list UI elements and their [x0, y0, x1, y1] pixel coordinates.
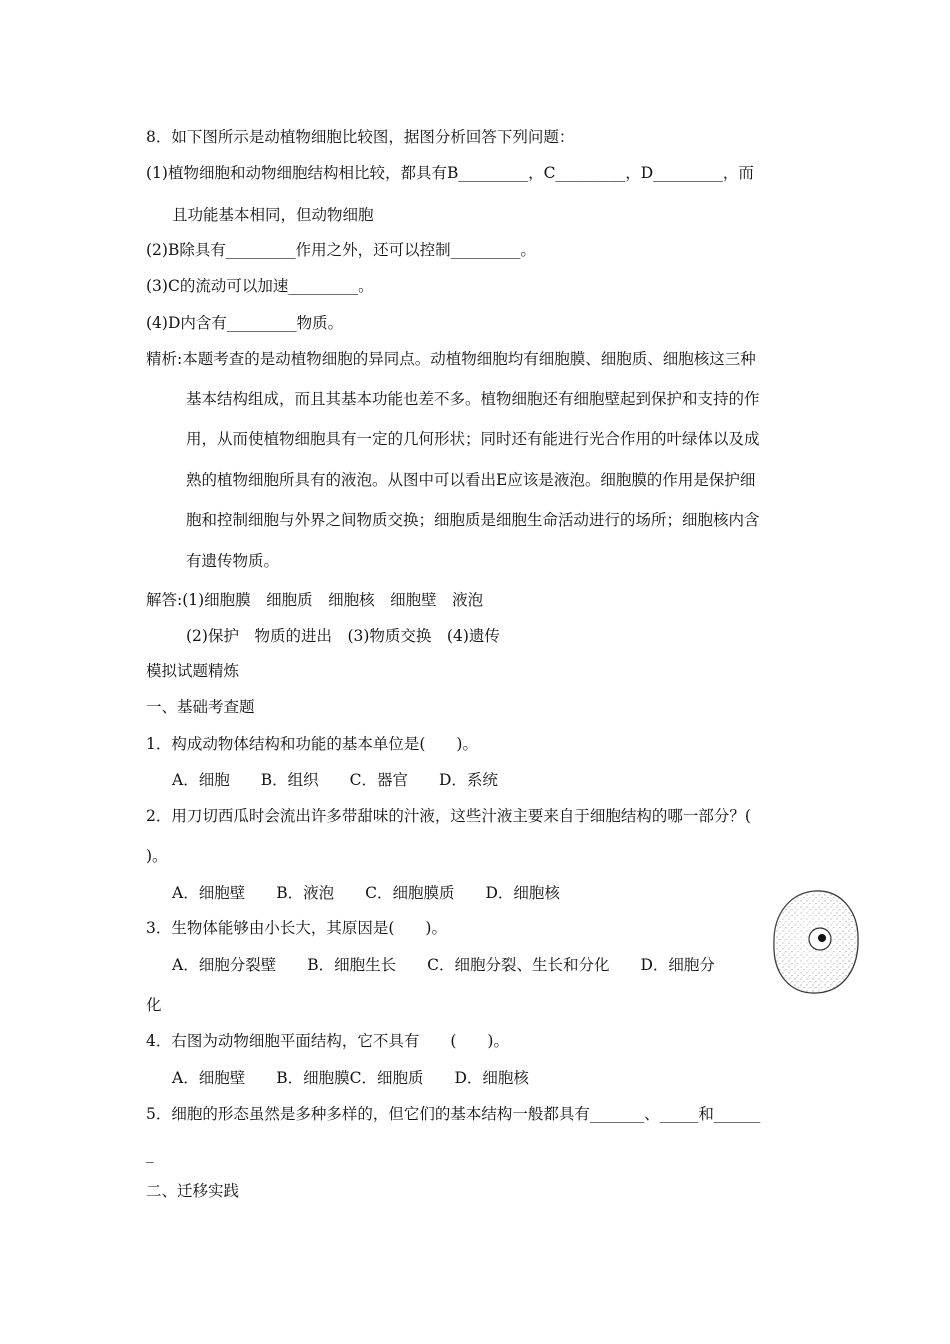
section-title: 模拟试题精炼	[146, 662, 240, 680]
analysis-line-6: 有遗传物质。	[186, 552, 280, 570]
analysis-line-2: 基本结构组成，而且其基本功能也差不多。植物细胞还有细胞壁起到保护和支持的作	[186, 390, 760, 408]
question-5-stem: 5．细胞的形态虽然是多种多样的，但它们的基本结构一般都具有_______、_____和______	[146, 1105, 761, 1123]
question-2-stem: 2．用刀切西瓜时会流出许多带甜味的汁液，这些汁液主要来自于细胞结构的哪一部分？(	[146, 807, 751, 825]
question-5-continued: _	[146, 1145, 154, 1163]
analysis-line-1: 精析:本题考查的是动植物细胞的异同点。动植物细胞均有细胞膜、细胞质、细胞核这三种	[146, 350, 756, 368]
question-3-continued: 化	[146, 996, 162, 1014]
part1-title: 一、基础考查题	[146, 698, 255, 716]
question-4-stem: 4．右图为动物细胞平面结构，它不具有 ( )。	[146, 1032, 509, 1050]
q8-part4: (4)D内含有_________物质。	[146, 314, 344, 332]
q8-part1-line1: (1)植物细胞和动物细胞结构相比较，都具有B_________，C_________，D_________，而	[146, 164, 754, 182]
question-2-options: A．细胞壁 B．液泡 C．细胞膜质 D．细胞核	[172, 884, 560, 902]
q8-part2: (2)B除具有_________作用之外，还可以控制_________。	[146, 241, 536, 259]
analysis-line-4: 熟的植物细胞所具有的液泡。从图中可以看出E应该是液泡。细胞膜的作用是保护细	[186, 471, 756, 489]
animal-cell-figure	[770, 888, 862, 996]
q8-part1-line2: 且功能基本相同，但动物细胞	[172, 206, 374, 224]
analysis-line-5: 胞和控制细胞与外界之间物质交换；细胞质是细胞生命活动进行的场所；细胞核内含	[186, 511, 760, 529]
question-2-continued: )。	[146, 847, 168, 865]
q8-stem: 8．如下图所示是动植物细胞比较图，据图分析回答下列问题：	[146, 128, 575, 146]
question-3-options: A．细胞分裂壁 B．细胞生长 C．细胞分裂、生长和分化 D．细胞分	[172, 956, 715, 974]
q8-part3: (3)C的流动可以加速_________。	[146, 277, 374, 295]
question-4-options: A．细胞壁 B．细胞膜C．细胞质 D．细胞核	[172, 1069, 529, 1087]
answer-line-1: 解答:(1)细胞膜 细胞质 细胞核 细胞壁 液泡	[146, 591, 484, 609]
question-1-stem: 1．构成动物体结构和功能的基本单位是( )。	[146, 735, 478, 753]
question-3-stem: 3．生物体能够由小长大，其原因是( )。	[146, 919, 447, 937]
nucleolus	[818, 934, 826, 942]
part2-title: 二、迁移实践	[146, 1182, 240, 1200]
question-1-options: A．细胞 B．组织 C．器官 D．系统	[172, 771, 498, 789]
answer-line-2: (2)保护 物质的进出 (3)物质交换 (4)遗传	[186, 627, 500, 645]
analysis-line-3: 用，从而使植物细胞具有一定的几何形状；同时还有能进行光合作用的叶绿体以及成	[186, 430, 760, 448]
